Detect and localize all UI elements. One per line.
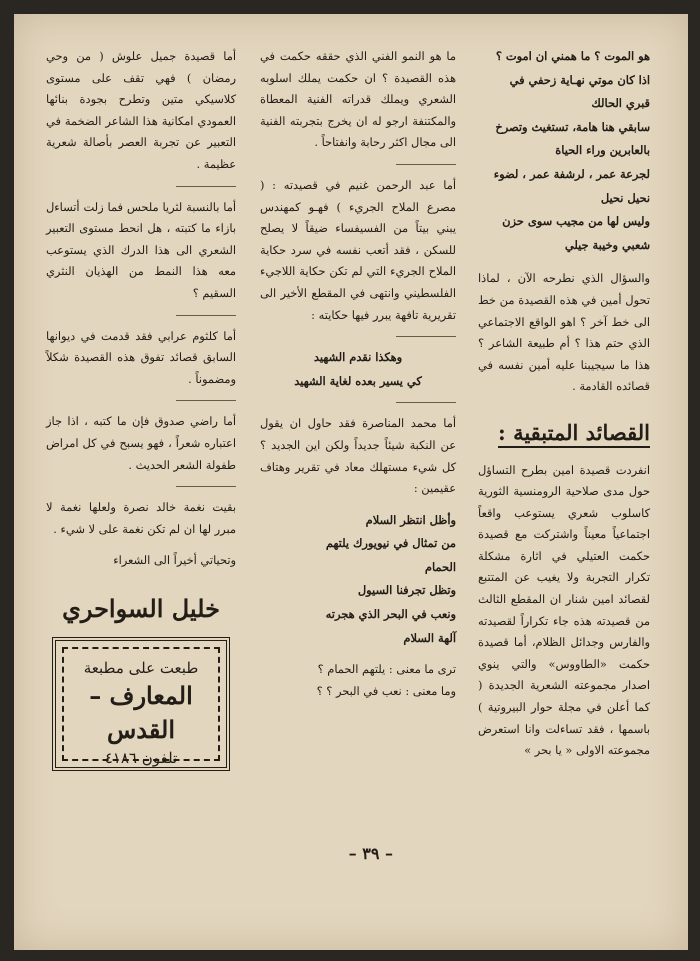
body-paragraph: والسؤال الذي نطرحه الآن ، لماذا تحول أمين في هذه القصيدة من خط الى خط آخر ؟ اهو الواقع الاجتماعي الذي حتم هذا ؟ أم طبيعة الشاعر ؟ هذا ما سيجيبنا عليه أمين نفسه في قصائده القادمة . bbox=[478, 271, 650, 394]
poem-line: آلهة السلام bbox=[403, 630, 456, 645]
poem-line: وتظل تجرفنا السيول bbox=[357, 583, 456, 598]
poem-line: من تمثال في نيويورك يلتهم bbox=[325, 536, 456, 551]
body-paragraph: أما محمد المناصرة فقد حاول ان يقول عن النكبة شيئاً جديداً ولكن اين الجديد ؟ كل شيء مستهلك معاد في تقرير وهتاف عقيمين : bbox=[260, 416, 456, 496]
poem-line: نحيل نحيل bbox=[600, 190, 650, 205]
poem-line: شعبي وخيبة جيلي bbox=[564, 237, 650, 252]
printer-box-inner bbox=[62, 647, 220, 768]
body-paragraph: ما هو النمو الفني الذي حققه حكمت في هذه القصيدة ؟ ان حكمت يملك اسلوبه الشعري ويملك قدراته الفنية المعطاة والمكتنفة ارجو له ان يخرج بتجربته الفنية الى مجال اكثر رحابة وانفتاحاً . bbox=[260, 49, 456, 150]
poem-line: وأظل انتظر السلام bbox=[365, 512, 456, 527]
divider bbox=[396, 402, 456, 403]
divider bbox=[176, 486, 236, 487]
poem-line: وليس لها من مجيب سوى حزن bbox=[502, 214, 650, 229]
poem-line: الحمام bbox=[424, 559, 456, 574]
divider bbox=[396, 336, 456, 337]
poem-line: قبري الحالك bbox=[591, 96, 650, 111]
poem-line: ونعب في البحر الذي هجرته bbox=[325, 607, 456, 622]
divider bbox=[176, 186, 236, 187]
printer-name: المعارف – القدس bbox=[89, 681, 193, 745]
divider bbox=[176, 315, 236, 316]
printer-line: طبعت على مطبعة bbox=[83, 659, 199, 678]
poem-excerpt bbox=[478, 46, 650, 256]
body-paragraph: أما قصيدة جميل علوش ( من وحي رمضان ) فهي تقف على مستوى كلاسيكي متين وتطرح بجودة بنائها العمودي امكانية هذا الشاعر الضخمة في التعبير عن تجربة العصر بأصالة شعرية عظيمة . bbox=[46, 49, 236, 171]
poem-line: بالعابرين وراء الحياة bbox=[555, 143, 650, 158]
poem-line: اذا كان موتي نهـاية زحفي في bbox=[509, 72, 650, 87]
divider bbox=[176, 400, 236, 401]
column-middle bbox=[260, 46, 456, 702]
column-left bbox=[46, 46, 236, 771]
column-right bbox=[478, 46, 650, 772]
magazine-page bbox=[14, 14, 688, 950]
body-paragraph: وما معنى : نعب في البحر ؟ ؟ bbox=[316, 683, 456, 698]
poem-line: وهكذا نقدم الشهيد bbox=[313, 350, 403, 365]
body-paragraph: بقيت نغمة خالد نصرة ولعلها نغمة لا مبرر لها ان لم تكن نغمة على لا شيء . bbox=[46, 500, 236, 536]
poem-line: هو الموت ؟ ما همني ان اموت ؟ bbox=[495, 49, 650, 63]
divider bbox=[396, 164, 456, 165]
page-number: – ٣٩ – bbox=[348, 844, 393, 863]
body-paragraph: أما كلثوم عرابي فقد قدمت في ديوانها السابق قصائد تفوق هذه القصيدة شكلاً ومضموناً . bbox=[46, 328, 236, 386]
body-paragraph: انفردت قصيدة امين بطرح التساؤل حول مدى صلاحية الرومنسية الثورية كاسلوب شعري يستوعب واقعاً اجتماعياً معيناً واشتركت مع قصيدة حكمت العتيلي في اثارة مشكلة تكرار التجربة ولا يغيب عن المتتبع لقصائد امين شنار ان المقطع الثالث من قصيدته هذه جاء تكراراً لقصيدته والفارس وجدائل الظلام، أما قصيدة حكمت «الطاووس» والتي ينوي اصدار مجموعته الشعرية الجديدة ( كما أعلن في مجلة حوار البيروتية ) باسمها ، فقد تساءلت وانا استعرض مجموعته الاولى « يا بحر » bbox=[478, 462, 650, 758]
author-signature: خليل السواحري bbox=[62, 593, 220, 623]
body-paragraph: ترى ما معنى : يلتهم الحمام ؟ bbox=[317, 662, 456, 677]
poem-line: سابقي هنا هامة، تستغيث وتصرخ bbox=[495, 119, 650, 134]
printer-phone: تلفون ٤١٨٦ bbox=[104, 749, 178, 768]
body-paragraph: أما بالنسبة لثريا ملحس فما زلت أتساءل بازاء ما كتبته ، هل انحط مستوى التعبير الشعري الى هذا الدرك الذي يستوعب معه هذا النمط من الهذيان النثري السقيم ؟ bbox=[46, 199, 236, 300]
section-heading: القصائد المتبقية : bbox=[498, 422, 650, 448]
body-paragraph: أما عبد الرحمن غنيم في قصيدته : ( مصرع الملاح الجريء ) فهـو كمهندس يبني بيتاً من الفسيفساء ضيقاً لا يصلح للسكن ، فقد أتعب نفسه في سرد حكاية الملاح الجريء التي لم تكن حكاية اللاجيء الفلسطيني وانتهى في المقطع الأخير الى تقريرية تافهة يبرر فيها حكايته : bbox=[260, 177, 456, 322]
closing-line: وتحياتي أخيراً الى الشعراء bbox=[113, 553, 236, 568]
body-paragraph: أما راضي صدوق فإن ما كتبه ، اذا جاز اعتباره شعراً ، فهو يسبح في كل امراض طفولة الشعر الحديث . bbox=[46, 414, 236, 472]
poem-line: لجرعة عمر ، لرشفة عمر ، لضوء bbox=[493, 166, 650, 181]
poem-line: كي يسير بعده لغاية الشهيد bbox=[294, 373, 422, 388]
printer-box bbox=[52, 637, 230, 771]
